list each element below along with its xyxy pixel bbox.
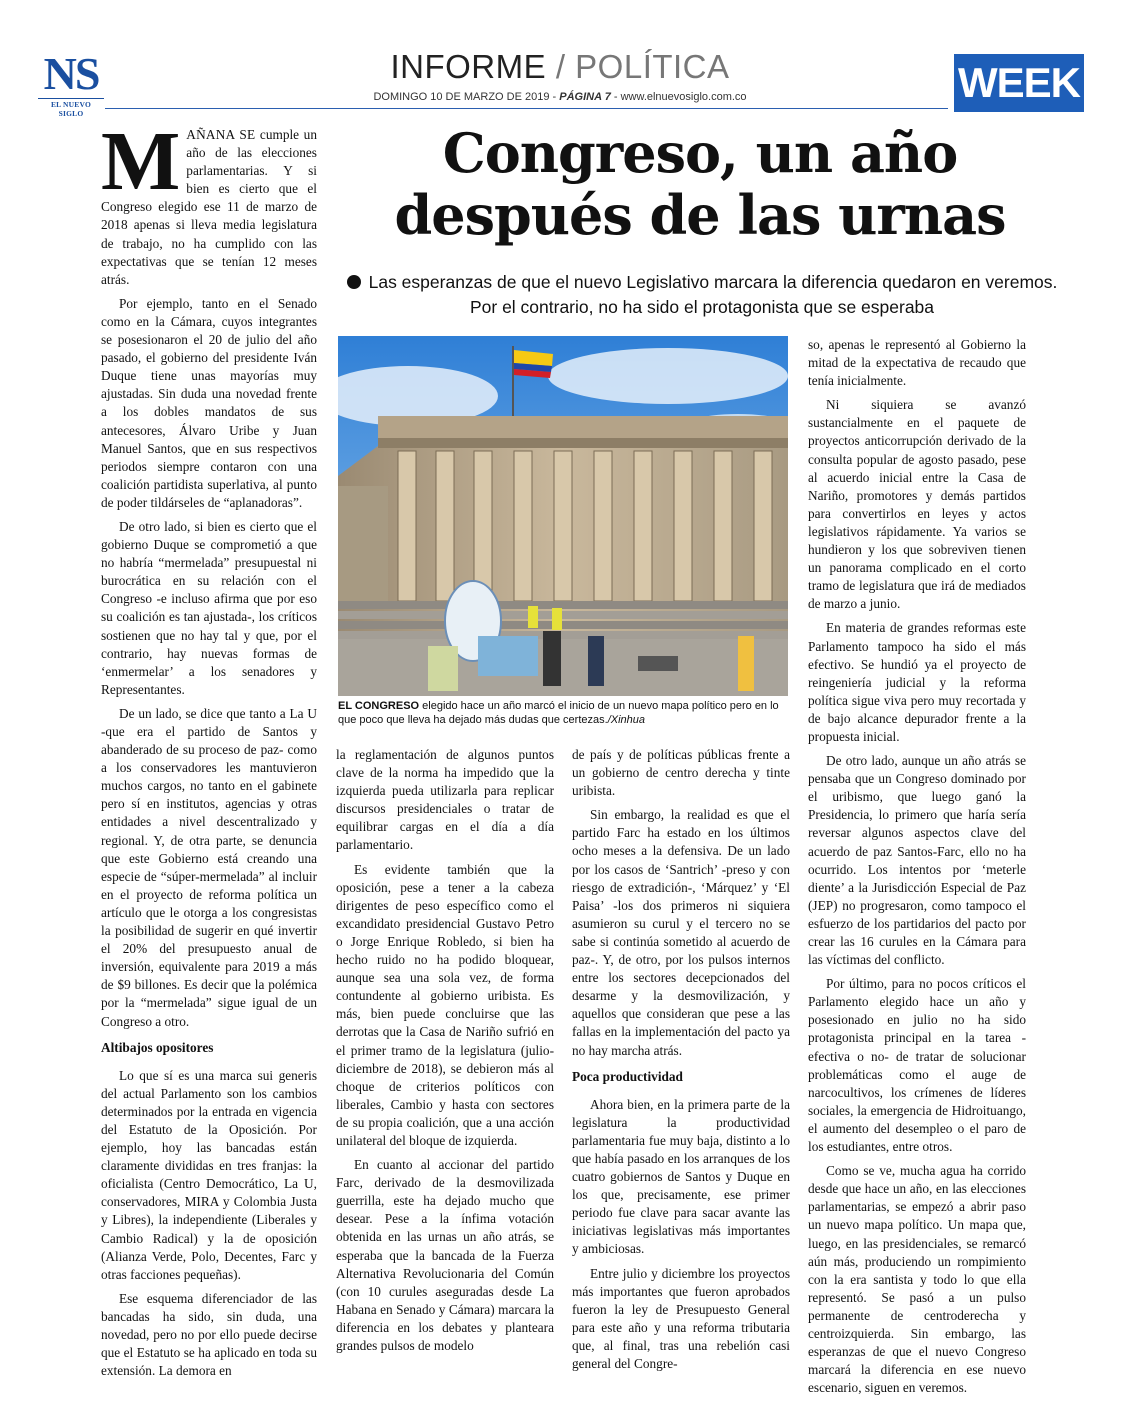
caption-text: elegido hace un año marcó el inicio de un nuevo mapa político pero en lo que poco que lleva ha dejado más dudas que certezas. xyxy=(338,700,779,726)
section-slash: / xyxy=(555,48,566,85)
newspaper-logo xyxy=(38,48,104,118)
photo-caption xyxy=(338,699,790,727)
bullet-icon xyxy=(347,275,361,289)
paragraph: Lo que sí es una marca sui generis del actual Parlamento son los cambios determinados por la entrada en vigencia del Estatuto de la Oposición. Por ejemplo, hoy las bancadas están claramente divididas en tres franjas: la oficialista (Centro Democrático, La U, conservadores, MIRA y Colombia Justa y Libres), la independiente (Liberales y Cambio Radical) y la de oposición (Alianza Verde, Polo, Decentes, Farc y otras facciones pequeñas). xyxy=(101,1067,317,1282)
congress-photo xyxy=(338,336,788,696)
article-column-2 xyxy=(336,746,554,1361)
paragraph: En materia de grandes reformas este Parlamento tampoco ha sido el más efectivo. Se hundió ya el proyecto de reingeniería judicial y la reforma política sigue viva pero muy recortada y de bajo alcance depurador frente a la propuesta inicial. xyxy=(808,620,1026,744)
header-rule xyxy=(105,108,948,109)
paragraph: de país y de políticas públicas frente a un gobierno de centro derecha y tinte uribista. xyxy=(572,747,790,799)
article-column-4 xyxy=(808,336,1026,1403)
paragraph: De un lado, se dice que tanto a La U -que era el partido de Santos y abanderado de su proceso de paz- como a los conservadores les mantuvieron muchos cargos, no tanto en el gabinete pero sí en institutos, agencias y otras entidades a nivel descentralizado y regional. Y, de otra parte, se denuncia que este Gobierno está creando una especie de “súper-mermelada” al incluir en el proyecto de reforma política un artículo que le otorga a los congresistas la posibilidad de sugerir en qué invertir el 20% del presupuesto anual de inversión, equivalente para 2019 a más de $9 billones. Es decir que la polémica por la “mermelada” sigue igual de un Congreso a otro. xyxy=(101,705,317,1029)
issue-date: DOMINGO 10 DE MARZO DE 2019 xyxy=(373,91,550,103)
paragraph: Como se ve, mucha agua ha corrido desde que hace un año, en las elecciones parlamentarias, se empezó a abrir paso un nuevo mapa político. Un mapa que, luego, en las presidenciales, se remarcó aún más, produciendo un rompimiento con la era santista y todo lo que ella representó. Se pasó a un pulso permanente de centroderecha y centroizquierda. Sin embargo, las esperanzas de que el nuevo Congreso marcará la diferencia en ese nuevo escenario, siguen en veremos. xyxy=(808,1163,1026,1396)
week-badge: WEEK xyxy=(954,54,1084,112)
paragraph: cumple un año de las elecciones parlamentarias. Y si bien es cierto que el Congreso elegido ese 11 de marzo de 2018 apenas si lleva media legislatura de trabajo, no ha cumplido con las expectativas que se tenían 12 meses atrás. xyxy=(101,127,317,287)
paragraph: la reglamentación de algunos puntos clave de la norma ha impedido que la izquierda pueda utilizarla para replicar discursos presidenciales o tratar de equilibrar cargas en el día a día parlamentario. xyxy=(336,747,554,853)
section-title xyxy=(300,48,820,86)
subheadline xyxy=(340,270,1064,320)
photo-credit: /Xinhua xyxy=(607,714,646,726)
paragraph: Sin embargo, la realidad es que el partido Farc ha estado en los últimos ocho meses a la defensiva. De un lado por los casos de ‘Santrich’ -preso y con riesgo de extradición-, ‘Márquez’ y ‘El Paisa’ -los dos primeros ni siquiera asumieron su curul y el tercero no se sabe si continúa sometido al acuerdo de paz-. Y, de otro, por los pulsos internos entre los sectores decepcionados del desarme y la desmovilización, y aquellos que consideran que pese a las fallas en la implementación del pacto ya no hay marcha atrás. xyxy=(572,807,790,1058)
paragraph: so, apenas le representó al Gobierno la mitad de la expectativa de recaudo que tenía inicialmente. xyxy=(808,337,1026,389)
paragraph: Ahora bien, en la primera parte de la legislatura la productividad parlamentaria fue muy baja, distinto a lo que había pasado en los arranques de los cuatro gobiernos de Santos y Duque en los que, precisamente, ese primer periodo fue clave para sacar avante las iniciativas legislativas más importantes y ambiciosas. xyxy=(572,1096,790,1257)
logo-subtitle: EL NUEVO SIGLO xyxy=(38,98,104,118)
caption-lead: EL CONGRESO xyxy=(338,700,420,712)
paragraph: Ni siquiera se avanzó sustancialmente en el paquete de proyectos anticorrupción derivado de la consulta popular de agosto pasado, pese al acuerdo inicial entre la Casa de Nariño, promotores y demás partidos para convertirlos en leyes y actos legislativos rápidamente. Ya varios se hundieron y los que sobreviven tienen un panorama complicado en el corto tramo de legislatura que irá de mediados de marzo a junio. xyxy=(808,397,1026,612)
subheadline-text: Las esperanzas de que el nuevo Legislativo marcara la diferencia quedaron en veremos. Por el contrario, no ha sido el protagonista que se esperaba xyxy=(368,272,1058,317)
paragraph: Por último, para no pocos críticos el Parlamento elegido hace un año y posesionado en julio no ha sido protagonista principal en la tarea -efectiva o no- de tratar de solucionar problemáticas como el auge de narcocultivos, los crímenes de líderes sociales, la emergencia de Hidroituango, el aumento del desempleo o el paro de los estudiantes, entre otros. xyxy=(808,976,1026,1155)
dateline-separator: - xyxy=(549,91,560,103)
paragraph: Es evidente también que la oposición, pese a tener a la cabeza dirigentes de peso específico como el excandidato presidencial Gustavo Petro o Jorge Enrique Robledo, si bien ha hecho ruido no ha podido bloquear, aunque sea una sola vez, de forma contundente al gobierno uribista. Es más, bien puede concluirse que las derrotas que la Casa de Nariño sufrió en el primer tramo de la legislatura (julio-diciembre de 2018), se debieron más al choque de criterios políticos con liberales, Cambio y hasta con sectores de su propia coalición, que a una acción unilateral del bloque de izquierda. xyxy=(336,861,554,1148)
paragraph: Entre julio y diciembre los proyectos más importantes que fueron aprobados fueron la ley de Presupuesto General para este año y una reforma tributaria que, al final, tras una rebelión casi general del Congre- xyxy=(572,1265,790,1371)
drop-cap: M xyxy=(101,115,181,208)
page-number: PÁGINA 7 xyxy=(559,91,611,103)
headline xyxy=(338,122,1062,246)
subsection-name: POLÍTICA xyxy=(575,48,730,85)
section-name: INFORME xyxy=(390,48,547,85)
section-subhead: Poca productividad xyxy=(572,1068,683,1084)
lead-caps: AÑANA SE xyxy=(186,127,256,142)
paragraph: Por ejemplo, tanto en el Senado como en la Cámara, cuyos integrantes se posesionaron el 20 de julio del año pasado, el gobierno del presidente Iván Duque tiene unas mayorías muy ajustadas. Sin duda una novedad frente a los dobles mandatos de sus antecesores, Álvaro Uribe y Juan Manuel Santos, que en sus respectivos periodos siempre contaron con una coalición partidista superlativa, al punto de poder tildárseles de “aplanadoras”. xyxy=(101,295,317,510)
article-column-1 xyxy=(101,115,317,1386)
paragraph: Ese esquema diferenciador de las bancadas ha sido, sin duda, una novedad, pero no por ello puede decirse que el Estatuto se ha aplicado en toda su extensión. La demora en xyxy=(101,1290,317,1379)
paragraph: De otro lado, si bien es cierto que el gobierno Duque se comprometió a que no habría “mermelada” presupuestal ni burocrática en su relación con el Congreso -e incluso afirma que por eso su coalición es tan ajustada-, los críticos sostienen que no hay tal y que, por el contrario, hay nuevas formas de ‘enmermelar’ a los senadores y Representantes. xyxy=(101,518,317,697)
logo-monogram: NS xyxy=(43,48,99,99)
lead-paragraph xyxy=(101,115,317,289)
dateline-separator: - xyxy=(610,91,621,103)
article-column-3 xyxy=(572,746,790,1379)
headline-line-1: Congreso, un año xyxy=(442,121,958,185)
website-url: www.elnuevosiglo.com.co xyxy=(620,91,747,103)
headline-line-2: después de las urnas xyxy=(394,183,1006,247)
paragraph: De otro lado, aunque un año atrás se pensaba que un Congreso dominado por el uribismo, que luego ganó la Presidencia, lo primero que haría sería reversar algunos aspectos clave del acuerdo de paz Santos-Farc, ello no ha ocurrido. Los intentos por ‘meterle diente’ a la Jurisdicción Especial de Paz (JEP) no progresaron, como tampoco el esfuerzo de los partidarios del pacto por crear las 16 curules en la Cámara para las víctimas del conflicto. xyxy=(808,753,1026,968)
dateline xyxy=(300,91,820,103)
paragraph: En cuanto al accionar del partido Farc, derivado de la desmovilizada guerrilla, este ha dejado mucho que desear. Pese a la ínfima votación obtenida en las urnas un año atrás, se esperaba que la bancada de la Fuerza Alternativa Revolucionaria del Común (con 10 curules aseguradas desde La Habana en Senado y Cámara) marcara la diferencia en los debates y planteara grandes pulsos de modelo xyxy=(336,1157,554,1353)
section-subhead: Altibajos opositores xyxy=(101,1039,214,1055)
